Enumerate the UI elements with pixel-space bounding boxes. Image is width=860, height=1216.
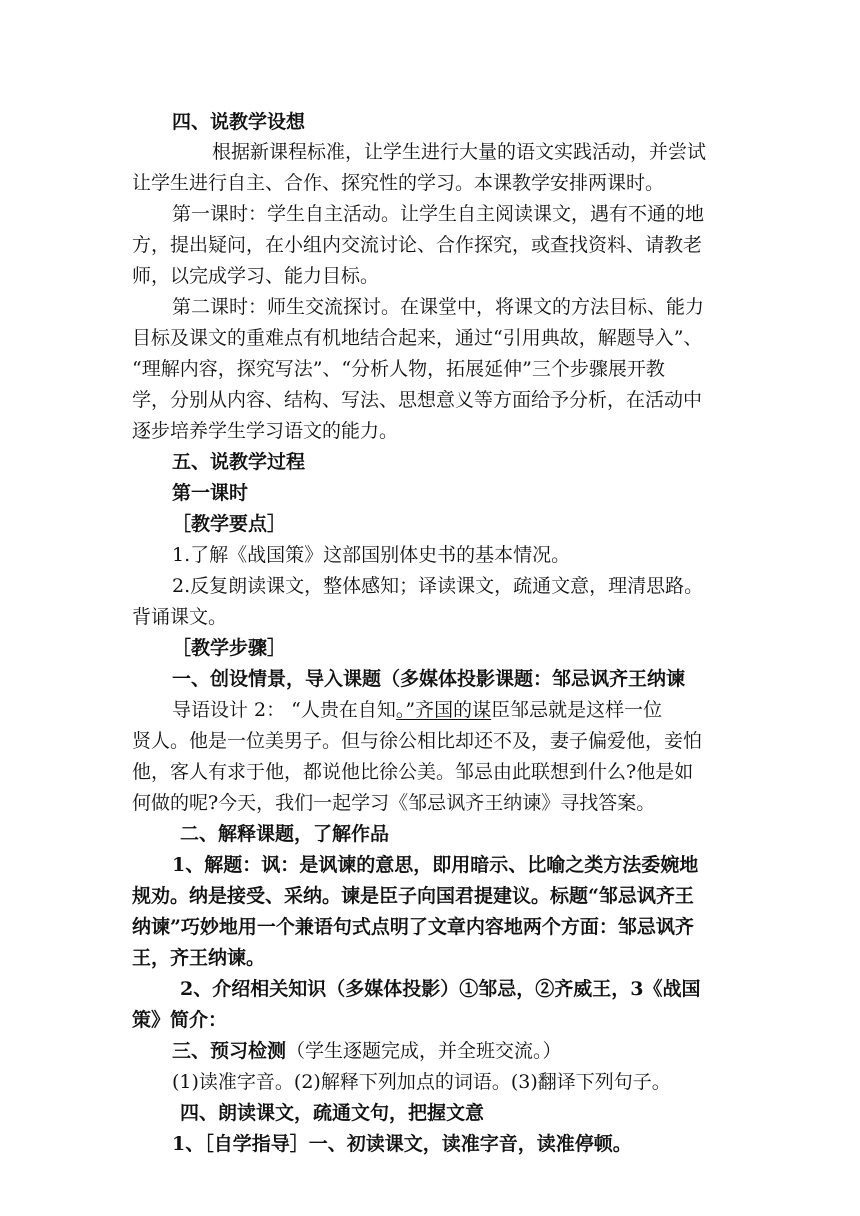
paragraph-line-bold: 2、介绍相关知识（多媒体投影）①邹忌，②齐威王，3《战国 [180,978,701,1000]
paragraph-line-bold: 规劝。纳是接受、采纳。谏是臣子向国君提建议。标题“邹忌讽齐王 [132,885,694,907]
heading-step-four: 四、朗读课文，疏通文句，把握文意 [180,1102,485,1124]
heading-teaching-steps: ［教学步骤］ [172,637,287,659]
paragraph-line: 第一课时：学生自主活动。让学生自主阅读课文，遇有不通的地 [172,203,705,225]
paragraph-line: 何做的呢?今天，我们一起学习《邹忌讽齐王纳谏》寻找答案。 [132,792,656,814]
heading-step-one: 一、创设情景，导入课题（多媒体投影课题：邹忌讽齐王纳谏 [172,668,686,690]
intro-text-post: 臣邹忌就是这样一位 [491,699,663,721]
paragraph-line: 师，以完成学习、能力目标。 [132,265,380,287]
paragraph-line: 目标及课文的重难点有机地结合起来，通过“引用典故，解题导入”、 [132,327,703,349]
intro-text-underlined: 。”齐国的谋 [395,699,492,721]
paragraph-line-bold: 1、解题：讽：是讽谏的意思，即用暗示、比喻之类方法委婉地 [172,854,699,876]
heading-teaching-concept: 四、说教学设想 [172,111,306,133]
heading-step-three [172,1034,562,1068]
paragraph-line: (1)读准字音。(2)解释下列加点的词语。(3)翻译下列句子。 [172,1071,671,1093]
list-item: 2.反复朗读课文，整体感知；译读课文，疏通文意，理清思路。 [172,575,704,597]
paragraph-line-bold: 王，齐王纳谏。 [132,947,266,969]
paragraph-line: 学，分别从内容、结构、写法、思想意义等方面给予分析，在活动中 [132,389,703,411]
paragraph-line: 他，客人有求于他，都说他比徐公美。邹忌由此联想到什么?他是如 [132,761,694,783]
paragraph-line: 背诵课文。 [132,606,228,628]
heading-step-two: 二、解释课题，了解作品 [180,823,390,845]
paragraph-line-bold: 1、［自学指导］一、初读课文，读准字音，读准停顿。 [172,1133,632,1155]
paragraph-line-bold: 纳谏”巧妙地用一个兼语句式点明了文章内容地两个方面：邹忌讽齐 [132,916,694,938]
paragraph-line: 第二课时：师生交流探讨。在课堂中，将课文的方法目标、能力 [172,296,705,318]
intro-text-pre: 导语设计 2： “人贵在自知 [172,699,396,721]
paragraph-line-bold: 策》简介： [132,1009,228,1031]
paragraph-line-intro [172,693,662,727]
step-three-note: （学生逐题完成，并全班交流。） [286,1040,562,1062]
paragraph-line: 根据新课程标准，让学生进行大量的语文实践活动，并尝试 [212,141,707,163]
paragraph-line: 贤人。他是一位美男子。但与徐公相比却还不及，妻子偏爱他，妾怕 [132,730,703,752]
heading-teaching-process: 五、说教学过程 [172,451,306,473]
list-item: 1.了解《战国策》这部国别体史书的基本情况。 [172,544,571,566]
heading-first-lesson: 第一课时 [172,482,249,504]
paragraph-line: 让学生进行自主、合作、探究性的学习。本课教学安排两课时。 [132,172,665,194]
paragraph-line: “理解内容，探究写法”、“分析人物，拓展延伸”三个步骤展开教 [132,358,665,380]
step-three-title: 三、预习检测 [172,1040,287,1062]
paragraph-line: 方，提出疑问，在小组内交流讨论、合作探究，或查找资料、请教老 [132,234,703,256]
paragraph-line: 逐步培养学生学习语文的能力。 [132,420,399,442]
heading-teaching-points: ［教学要点］ [172,513,287,535]
